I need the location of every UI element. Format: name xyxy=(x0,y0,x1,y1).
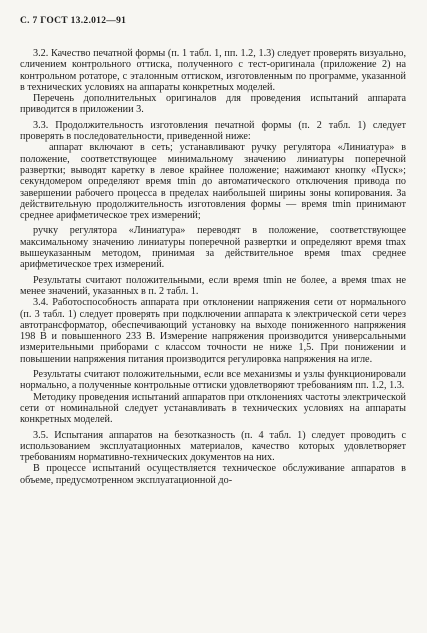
paragraph-3-5: 3.5. Испытания аппаратов на безотказность (п. 4 табл. 1) следует проводить с использованием эксплуатационных материалов, качество которых удовлетворяет требованиям нормативно-технических документов на них. xyxy=(20,429,406,464)
paragraph-step-1: аппарат включают в сеть; устанавливают ручку регулятора «Линиатура» в положение, соответствующее минимальному значению линиатуры поперечной развертки; выводят каретку в левое крайнее положение; нажимают кнопку «Пуск»; секундомером определяют время tmin до автоматического отключения привода по завершении рабочего процесса в пределах наибольшей ширины зоны копирования. За действительную продолжительность изготовления формы — время tmin принимают среднее арифметическое трех измерений; xyxy=(20,142,406,222)
document-body xyxy=(20,44,406,486)
page-header: С. 7 ГОСТ 13.2.012—91 xyxy=(20,16,127,26)
paragraph-maintenance: В процессе испытаний осуществляется техническое обслуживание аппаратов в объеме, предусмотренном эксплуатационной до- xyxy=(20,463,406,486)
paragraph-originals-list: Перечень дополнительных оригиналов для проведения испытаний аппарата приводится в приложении 3. xyxy=(20,93,406,116)
paragraph-frequency-method: Методику проведения испытаний аппаратов при отклонениях частоты электрической сети от номинальной следует устанавливать в технических условиях на аппараты конкретных моделей. xyxy=(20,391,406,426)
paragraph-3-2: 3.2. Качество печатной формы (п. 1 табл. 1, пп. 1.2, 1.3) следует проверять визуально, сличением контрольного оттиска, полученного с тест-оригинала (приложение 2) на контрольном ротаторе, с эталонным оттиском, изготовленным по программе, указанной в технических условиях на аппараты конкретных моделей. xyxy=(20,48,406,93)
paragraph-3-4: 3.4. Работоспособность аппарата при отклонении напряжения сети от нормального (п. 3 табл. 1) следует проверять при подключении аппарата к электрической сети через автотрансформатор, обеспечивающий установку на выходе пониженного напряжения 198 В и повышенного 233 В. Измерение напряжения производится универсальными измерительными приборами с классом точности не ниже 1,5. При понижении и повышении напряжения питания производится регулировка напряжения на игле. xyxy=(20,297,406,365)
paragraph-results-3-4: Результаты считают положительными, если все механизмы и узлы функционировали нормально, а полученные контрольные оттиски удовлетворяют требованиям пп. 1.2, 1.3. xyxy=(20,369,406,392)
paragraph-step-2: ручку регулятора «Линиатура» переводят в положение, соответствующее максимальному значению линиатуры поперечной развертки и определяют время tmax вышеуказанным методом, принимая за действительное время tmax среднее арифметическое трех измерений. xyxy=(20,225,406,271)
paragraph-3-3: 3.3. Продолжительность изготовления печатной формы (п. 2 табл. 1) следует проверять в последовательности, приведенной ниже: xyxy=(20,119,406,143)
paragraph-results-3-3: Результаты считают положительными, если время tmin не более, а время tmax не менее значений, указанных в п. 2 табл. 1. xyxy=(20,274,406,297)
